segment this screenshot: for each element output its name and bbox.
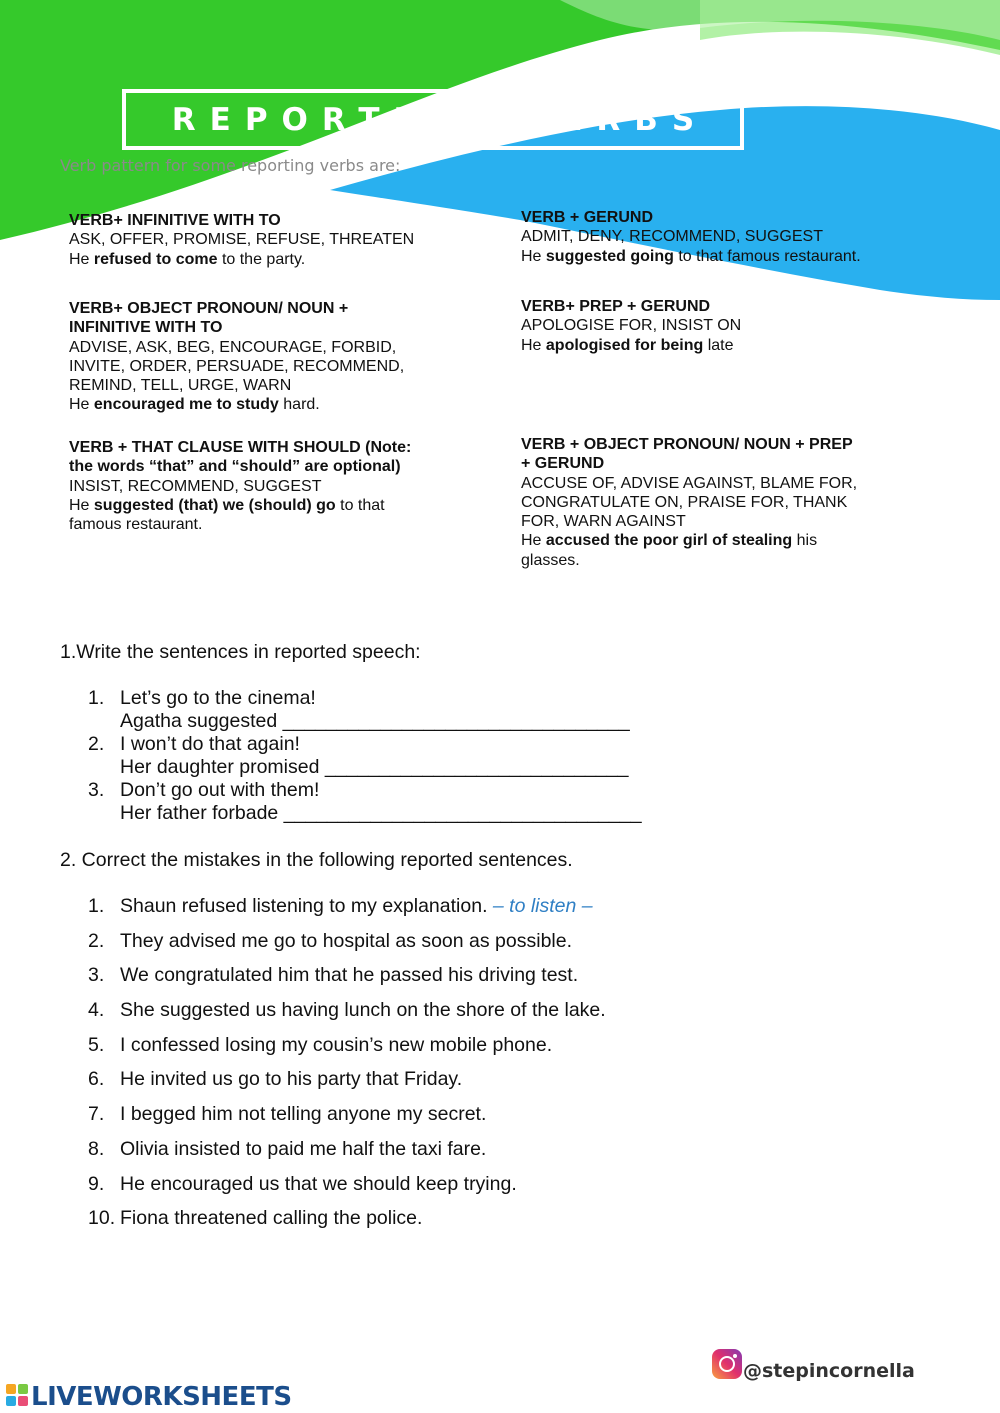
- pattern-block: [69, 438, 489, 534]
- pattern-heading: the words “that” and “should” are optional): [69, 458, 401, 476]
- item-number: 3.: [88, 779, 105, 801]
- pattern-verbs: ADVISE, ASK, BEG, ENCOURAGE, FORBID,: [69, 338, 397, 356]
- item-sentence: We congratulated him that he passed his driving test.: [120, 964, 579, 987]
- item-number: 6.: [88, 1068, 105, 1091]
- answer-line[interactable]: Her daughter promised ____________________________: [120, 756, 629, 778]
- list-item: [88, 930, 606, 965]
- prompt-sentence: I won’t do that again!: [120, 733, 300, 755]
- pattern-verbs: CONGRATULATE ON, PRAISE FOR, THANK: [521, 493, 848, 511]
- answer-line[interactable]: Agatha suggested ________________________________: [120, 710, 630, 732]
- pattern-example: He refused to come to the party.: [69, 250, 306, 268]
- page-title: REPORTING VERBS: [171, 101, 709, 138]
- pattern-example: He apologised for being late: [521, 336, 734, 354]
- list-item: [88, 964, 606, 999]
- pattern-heading: VERB+ INFINITIVE WITH TO: [69, 212, 281, 229]
- item-number: 1.: [88, 687, 105, 709]
- item-number: 4.: [88, 999, 105, 1022]
- brand-name: LIVEWORKSHEETS: [31, 1382, 292, 1412]
- list-item: [88, 1034, 606, 1069]
- item-number: 2.: [88, 929, 105, 952]
- list-item: [88, 999, 606, 1034]
- pattern-example-cont: famous restaurant.: [69, 516, 203, 534]
- pattern-block: [69, 299, 469, 415]
- pattern-verbs: APOLOGISE FOR, INSIST ON: [521, 317, 742, 335]
- exercise2-list: [88, 895, 606, 1242]
- liveworksheets-logo-icon: [6, 1384, 30, 1408]
- list-item: [88, 779, 642, 825]
- pattern-block: [521, 208, 941, 266]
- pattern-example: He suggested going to that famous restaurant.: [521, 247, 861, 265]
- pattern-verbs: INVITE, ORDER, PERSUADE, RECOMMEND,: [69, 357, 405, 375]
- list-item: [88, 1173, 606, 1208]
- item-number: 1.: [88, 895, 105, 917]
- item-sentence: Olivia insisted to paid me half the taxi fare.: [120, 1137, 487, 1160]
- answer-line[interactable]: Her father forbade _________________________________: [120, 802, 642, 824]
- list-item: [88, 1138, 606, 1173]
- pattern-verbs: ASK, OFFER, PROMISE, REFUSE, THREATEN: [69, 231, 415, 249]
- pattern-heading: VERB+ OBJECT PRONOUN/ NOUN +: [69, 300, 349, 317]
- item-sentence: They advised me go to hospital as soon as possible.: [120, 929, 573, 952]
- list-item: [88, 1207, 606, 1242]
- prompt-sentence: Don’t go out with them!: [120, 779, 320, 801]
- list-item: [88, 687, 642, 733]
- item-number: 2.: [88, 733, 105, 755]
- pattern-verbs: ADMIT, DENY, RECOMMEND, SUGGEST: [521, 228, 823, 246]
- instagram-icon: [712, 1349, 742, 1379]
- item-sentence: She suggested us having lunch on the shore of the lake.: [120, 999, 606, 1022]
- item-number: 5.: [88, 1033, 105, 1056]
- pattern-example: He accused the poor girl of stealing his: [521, 532, 818, 550]
- pattern-heading: + GERUND: [521, 455, 605, 473]
- prompt-sentence: Let’s go to the cinema!: [120, 687, 316, 709]
- exercise1-list: [88, 687, 642, 825]
- item-sentence: He invited us go to his party that Friday.: [120, 1068, 463, 1091]
- answer-text[interactable]: – to listen –: [492, 895, 593, 917]
- pattern-block: [69, 211, 449, 269]
- pattern-example: He suggested (that) we (should) go to that: [69, 496, 385, 514]
- pattern-heading: VERB+ PREP + GERUND: [521, 298, 711, 315]
- pattern-heading: VERB + THAT CLAUSE WITH SHOULD (Note:: [69, 439, 412, 456]
- pattern-verbs: REMIND, TELL, URGE, WARN: [69, 377, 292, 395]
- pattern-verbs: ACCUSE OF, ADVISE AGAINST, BLAME FOR,: [521, 474, 858, 492]
- author-handle: @stepincornella: [743, 1360, 915, 1382]
- pattern-block: [521, 435, 941, 570]
- list-item: [88, 1068, 606, 1103]
- item-sentence: Shaun refused listening to my explanation.: [120, 895, 493, 917]
- item-sentence: Fiona threatened calling the police.: [120, 1207, 423, 1230]
- pattern-example-cont: glasses.: [521, 551, 580, 569]
- pattern-block: [521, 297, 941, 355]
- pattern-example: He encouraged me to study hard.: [69, 396, 320, 414]
- list-item: [88, 733, 642, 779]
- list-item: [88, 895, 606, 930]
- item-number: 3.: [88, 964, 105, 987]
- item-number: 8.: [88, 1137, 105, 1160]
- pattern-heading: VERB + OBJECT PRONOUN/ NOUN + PREP: [521, 436, 853, 453]
- list-item: [88, 1103, 606, 1138]
- item-number: 10.: [88, 1207, 116, 1230]
- item-number: 9.: [88, 1172, 105, 1195]
- exercise2-title: 2. Correct the mistakes in the following reported sentences.: [60, 849, 573, 871]
- item-sentence: I begged him not telling anyone my secret.: [120, 1103, 487, 1126]
- pattern-verbs: INSIST, RECOMMEND, SUGGEST: [69, 477, 322, 495]
- pattern-heading: INFINITIVE WITH TO: [69, 319, 223, 337]
- exercise1-title: 1.Write the sentences in reported speech:: [60, 641, 421, 663]
- item-sentence: He encouraged us that we should keep trying.: [120, 1172, 517, 1195]
- subtitle: Verb pattern for some reporting verbs are:: [60, 156, 401, 175]
- item-sentence: I confessed losing my cousin’s new mobile phone.: [120, 1033, 553, 1056]
- pattern-heading: VERB + GERUND: [521, 209, 654, 226]
- item-number: 7.: [88, 1103, 105, 1126]
- title-frame: [122, 89, 744, 150]
- pattern-verbs: FOR, WARN AGAINST: [521, 513, 686, 531]
